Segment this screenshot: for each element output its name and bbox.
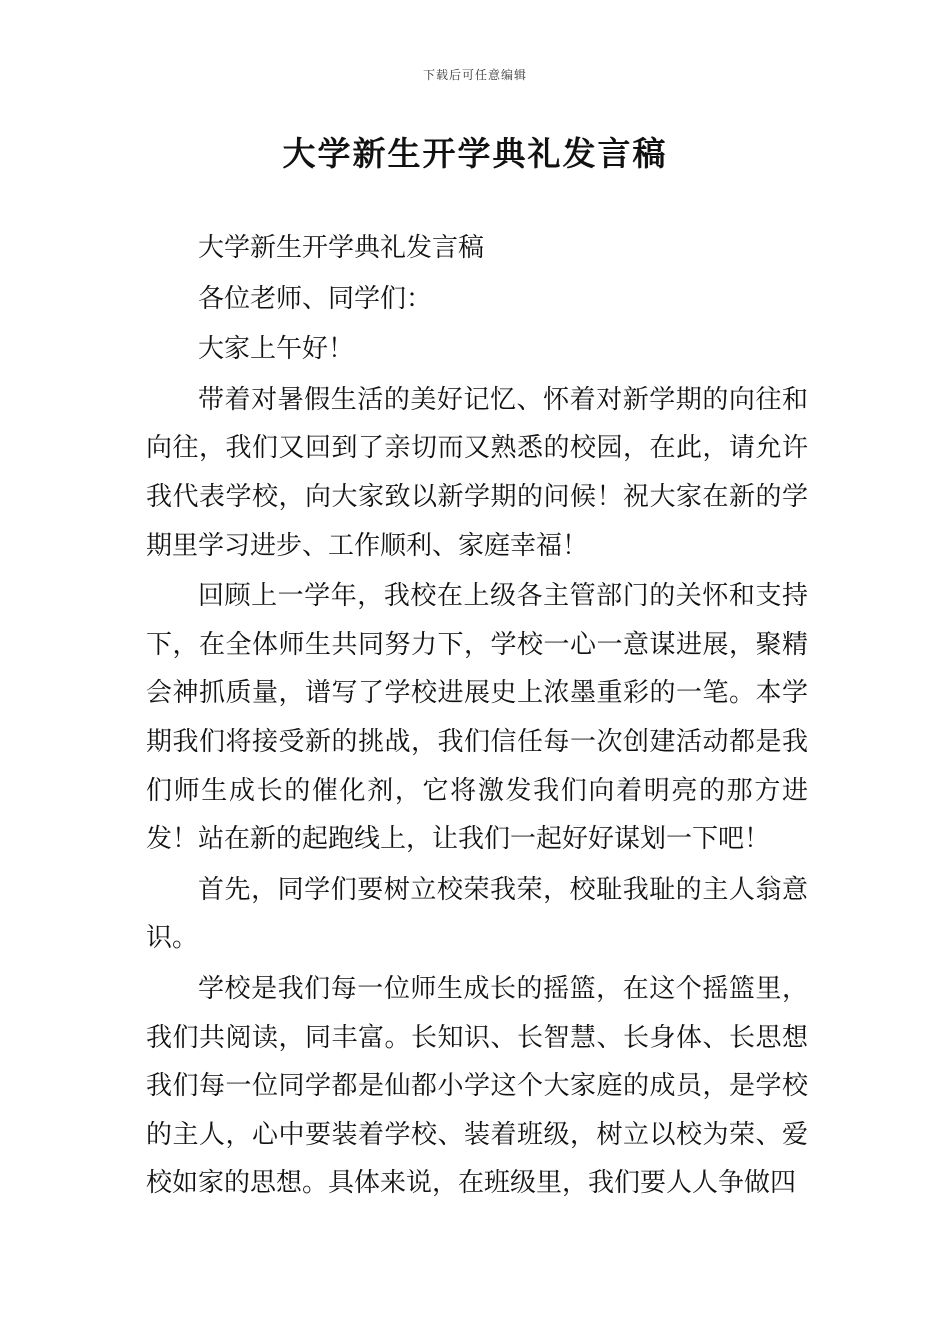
- paragraph-first-point: 首先，同学们要树立校荣我荣，校耻我耻的主人翁意识。: [146, 874, 808, 954]
- paragraph-subtitle: 大学新生开学典礼发言稿: [198, 233, 485, 263]
- document-title: 大学新生开学典礼发言稿: [282, 134, 668, 173]
- paragraph-salutation: 各位老师、同学们：: [198, 283, 433, 314]
- document-body: [146, 224, 808, 1210]
- paragraph-greeting: 大家上午好！: [198, 334, 355, 365]
- header-note: 下载后可任意编辑: [422, 68, 527, 82]
- paragraph-school-cradle: 学校是我们每一位师生成长的摇篮，在这个摇篮里，我们共阅读，同丰富。长知识、长智慧、长身体、长思想我们每一位同学都是仙都小学这个大家庭的成员，是学校的主人，心中要装着学校、装着班级，树立以校为荣、爱校如家的思想。具体来说，在班级里，我们要人人争做四: [146, 973, 808, 1199]
- paragraph-welcome: 带着对暑假生活的美好记忆、怀着对新学期的向往和向往，我们又回到了亲切而又熟悉的校园，在此，请允许我代表学校，向大家致以新学期的问候！祝大家在新的学期里学习进步、工作顺利、家庭幸福！: [146, 384, 808, 561]
- paragraph-review: 回顾上一学年，我校在上级各主管部门的关怀和支持下，在全体师生共同努力下，学校一心一意谋进展，聚精会神抓质量，谱写了学校进展史上浓墨重彩的一笔。本学期我们将接受新的挑战，我们信任每一次创建活动都是我们师生成长的催化剂，它将激发我们向着明亮的那方进发！站在新的起跑线上，让我们一起好好谋划一下吧！: [146, 581, 808, 855]
